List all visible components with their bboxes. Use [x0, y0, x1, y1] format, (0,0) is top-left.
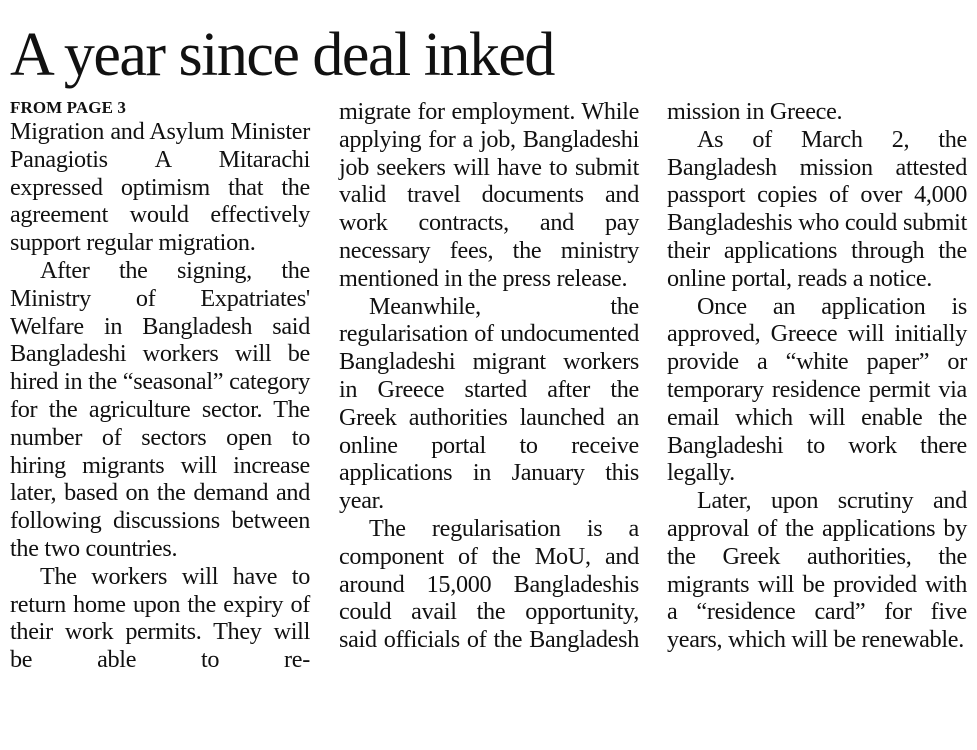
paragraph: As of March 2, the Bangladesh mission attested passport copies of over 4,000 Bangladeshis who could submit their applications through the online portal, reads a notice. — [667, 125, 967, 292]
paragraph: The workers will have to return home upon the expiry of their work permits. They will be able to re- — [10, 562, 310, 674]
jump-line: FROM PAGE 3 — [10, 98, 126, 117]
paragraph: Once an application is approved, Greece will initially provide a “white paper” or temporary residence permit via email which will enable the Bangladeshi to work there legally. — [667, 292, 967, 487]
paragraph: Later, upon scrutiny and approval of the applications by the Greek authorities, the migrants will be provided with a “residence card” for five years, which will be renewable. — [667, 487, 967, 654]
paragraph: migrate for employment. While applying for a job, Bangladeshi job seekers will have to submit valid travel documents and work contracts, and pay necessary fees, the ministry mentioned in the press release. — [339, 98, 639, 292]
headline: A year since deal inked — [10, 21, 554, 89]
paragraph: After the signing, the Ministry of Expatriates' Welfare in Bangladesh said Bangladeshi workers will be hired in the “seasonal” category for the agriculture sector. The number of sectors open to hiring migrants will increase later, based on the demand and following discussions between the two countries. — [10, 256, 310, 562]
paragraph: mission in Greece. — [667, 98, 843, 125]
article-column-1 — [10, 98, 310, 674]
article-column-3 — [667, 98, 967, 654]
paragraph: Meanwhile, the regularisation of undocumented Bangladeshi migrant workers in Greece started after the Greek authorities launched an online portal to receive applications in January this year. — [339, 292, 639, 515]
paragraph: Migration and Asylum Minister Panagiotis A Mitarachi expressed optimism that the agreement would effectively support regular migration. — [10, 118, 310, 257]
paragraph: The regularisation is a component of the MoU, and around 15,000 Bangladeshis could avail the opportunity, said officials of the Bangladesh — [339, 514, 639, 654]
article-column-2 — [339, 98, 639, 654]
